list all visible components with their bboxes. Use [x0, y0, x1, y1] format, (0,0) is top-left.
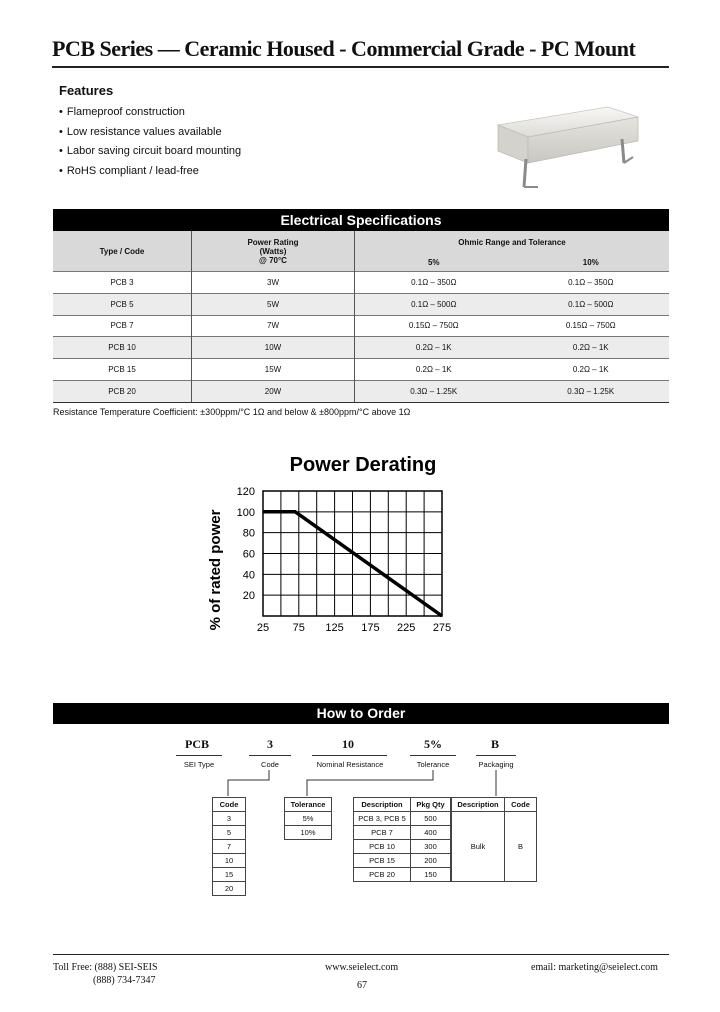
chart-y-tick-label: 120 — [236, 486, 255, 498]
range-10-cell: 0.2Ω – 1K — [513, 337, 669, 359]
code-cell: 7 — [213, 840, 246, 854]
chart-y-tick-label: 100 — [236, 506, 255, 519]
packaging-col-code: Code — [505, 798, 537, 812]
table-row — [53, 272, 669, 294]
type-cell: PCB 7 — [53, 315, 192, 337]
table-row — [53, 315, 669, 337]
col-header-5pct: 5% — [355, 253, 513, 272]
type-cell: PCB 15 — [53, 359, 192, 381]
order-code-code: 3 — [267, 737, 273, 751]
chart-title: Power Derating — [289, 454, 437, 476]
range-5-cell: 0.2Ω – 1K — [355, 337, 513, 359]
package-quantity-table — [353, 797, 451, 882]
underline — [312, 755, 387, 756]
underline — [410, 755, 456, 756]
table-row — [53, 293, 669, 315]
underline — [249, 755, 291, 756]
pkg-desc-cell: PCB 20 — [354, 868, 411, 882]
packaging-code-cell: B — [505, 812, 537, 882]
order-code-packaging: B — [490, 737, 499, 751]
packaging-col-description: Description — [452, 798, 505, 812]
chart-y-axis-label: % of rated power — [207, 509, 224, 631]
temperature-coefficient-note: Resistance Temperature Coefficient: ±300ppm/°C 1Ω and below & ±800ppm/°C above 1Ω — [53, 407, 411, 417]
order-code-resistance: 10 — [342, 737, 354, 751]
pkg-desc-cell: PCB 15 — [354, 854, 411, 868]
power-cell: 15W — [192, 359, 355, 381]
table-row — [53, 359, 669, 381]
order-label-tolerance: Tolerance — [416, 760, 450, 769]
col-header-power-line2: (Watts) — [259, 246, 287, 256]
code-cell: 20 — [213, 882, 246, 896]
range-10-cell: 0.1Ω – 500Ω — [513, 293, 669, 315]
power-cell: 20W — [192, 380, 355, 402]
underline — [476, 755, 516, 756]
how-to-order-heading: How to Order — [53, 703, 669, 724]
chart-x-tick-label: 25 — [256, 622, 270, 634]
page-title: PCB Series — Ceramic Housed - Commercial Grade - PC Mount — [52, 36, 636, 61]
range-5-cell: 0.3Ω – 1.25K — [355, 380, 513, 402]
type-cell: PCB 5 — [53, 293, 192, 315]
chart-y-tick-label: 40 — [242, 569, 255, 582]
underline — [176, 755, 222, 756]
range-5-cell: 0.1Ω – 350Ω — [355, 272, 513, 294]
pkg-qty-cell: 300 — [411, 840, 451, 854]
table-row — [53, 380, 669, 402]
col-header-power-line1: Power Rating — [247, 237, 299, 247]
pkg-qty-cell: 150 — [411, 868, 451, 882]
pkg-qty-cell: 400 — [411, 826, 451, 840]
pkg-qty-cell: 200 — [411, 854, 451, 868]
footer-divider — [53, 954, 669, 955]
chart-x-tick-label: 225 — [397, 622, 416, 634]
pkg-desc-cell: PCB 10 — [354, 840, 411, 854]
tolerance-cell: 10% — [285, 826, 332, 840]
pkg-desc-cell: PCB 3, PCB 5 — [354, 812, 411, 826]
range-5-cell: 0.2Ω – 1K — [355, 359, 513, 381]
pkg-col-qty: Pkg Qty — [411, 798, 451, 812]
chart-x-tick-label: 275 — [432, 622, 452, 634]
code-cell: 10 — [213, 854, 246, 868]
product-photo — [490, 95, 640, 195]
features-list — [59, 105, 241, 183]
type-cell: PCB 20 — [53, 380, 192, 402]
range-10-cell: 0.1Ω – 350Ω — [513, 272, 669, 294]
code-cell: 3 — [213, 812, 246, 826]
chart-x-tick-label: 125 — [325, 622, 344, 634]
footer-website[interactable]: www.seielect.com — [325, 962, 399, 973]
footer-page-number: 67 — [357, 980, 367, 991]
footer-toll-free: Toll Free: (888) SEI-SEIS — [53, 962, 158, 973]
code-table — [212, 797, 246, 896]
type-cell: PCB 3 — [53, 272, 192, 294]
code-cell: 15 — [213, 868, 246, 882]
col-header-10pct: 10% — [513, 253, 669, 272]
col-header-power — [192, 231, 355, 272]
packaging-desc-cell: Bulk — [452, 812, 505, 882]
chart-y-tick-label: 20 — [242, 590, 255, 603]
power-cell: 5W — [192, 293, 355, 315]
tolerance-cell: 5% — [285, 812, 332, 826]
footer-phone: (888) 734-7347 — [93, 975, 156, 986]
chart-y-tick-label: 60 — [242, 548, 255, 561]
order-label-resistance: Nominal Resistance — [316, 760, 384, 769]
feature-item: • Flameproof construction — [59, 105, 241, 125]
order-label-packaging: Packaging — [478, 760, 514, 769]
features-heading: Features — [59, 83, 114, 98]
feature-item: • Labor saving circuit board mounting — [59, 144, 241, 164]
chart-x-tick-label: 175 — [361, 622, 380, 634]
order-code-type: PCB — [185, 737, 209, 751]
feature-item: • Low resistance values available — [59, 125, 241, 145]
code-cell: 5 — [213, 826, 246, 840]
order-label-type: SEI Type — [183, 760, 215, 769]
range-5-cell: 0.15Ω – 750Ω — [355, 315, 513, 337]
col-header-type: Type / Code — [53, 231, 192, 272]
power-cell: 3W — [192, 272, 355, 294]
electrical-specs-heading: Electrical Specifications — [53, 209, 669, 231]
feature-item: • RoHS compliant / lead-free — [59, 164, 241, 184]
col-header-power-line3: @ 70°C — [259, 255, 287, 265]
col-header-ohmic: Ohmic Range and Tolerance — [355, 231, 670, 253]
order-label-code: Code — [261, 760, 279, 769]
chart-y-tick-label: 80 — [242, 527, 255, 540]
chart-x-tick-label: 75 — [292, 622, 305, 634]
code-table-header: Code — [213, 798, 246, 812]
pkg-qty-cell: 500 — [411, 812, 451, 826]
pkg-col-description: Description — [354, 798, 411, 812]
range-10-cell: 0.15Ω – 750Ω — [513, 315, 669, 337]
tolerance-table — [284, 797, 332, 840]
electrical-specs-table — [53, 231, 669, 403]
tolerance-table-header: Tolerance — [285, 798, 332, 812]
order-code-tolerance: 5% — [424, 737, 442, 751]
power-cell: 7W — [192, 315, 355, 337]
title-divider — [52, 66, 669, 68]
connector-lines — [150, 768, 550, 798]
footer-email[interactable]: email: marketing@seielect.com — [531, 962, 658, 973]
chart-y-ticks — [237, 486, 255, 602]
type-cell: PCB 10 — [53, 337, 192, 359]
range-10-cell: 0.2Ω – 1K — [513, 359, 669, 381]
table-row — [53, 337, 669, 359]
power-cell: 10W — [192, 337, 355, 359]
pkg-desc-cell: PCB 7 — [354, 826, 411, 840]
range-5-cell: 0.1Ω – 500Ω — [355, 293, 513, 315]
chart-x-ticks — [257, 622, 451, 634]
packaging-table — [451, 797, 537, 882]
power-derating-chart — [200, 448, 500, 648]
range-10-cell: 0.3Ω – 1.25K — [513, 380, 669, 402]
